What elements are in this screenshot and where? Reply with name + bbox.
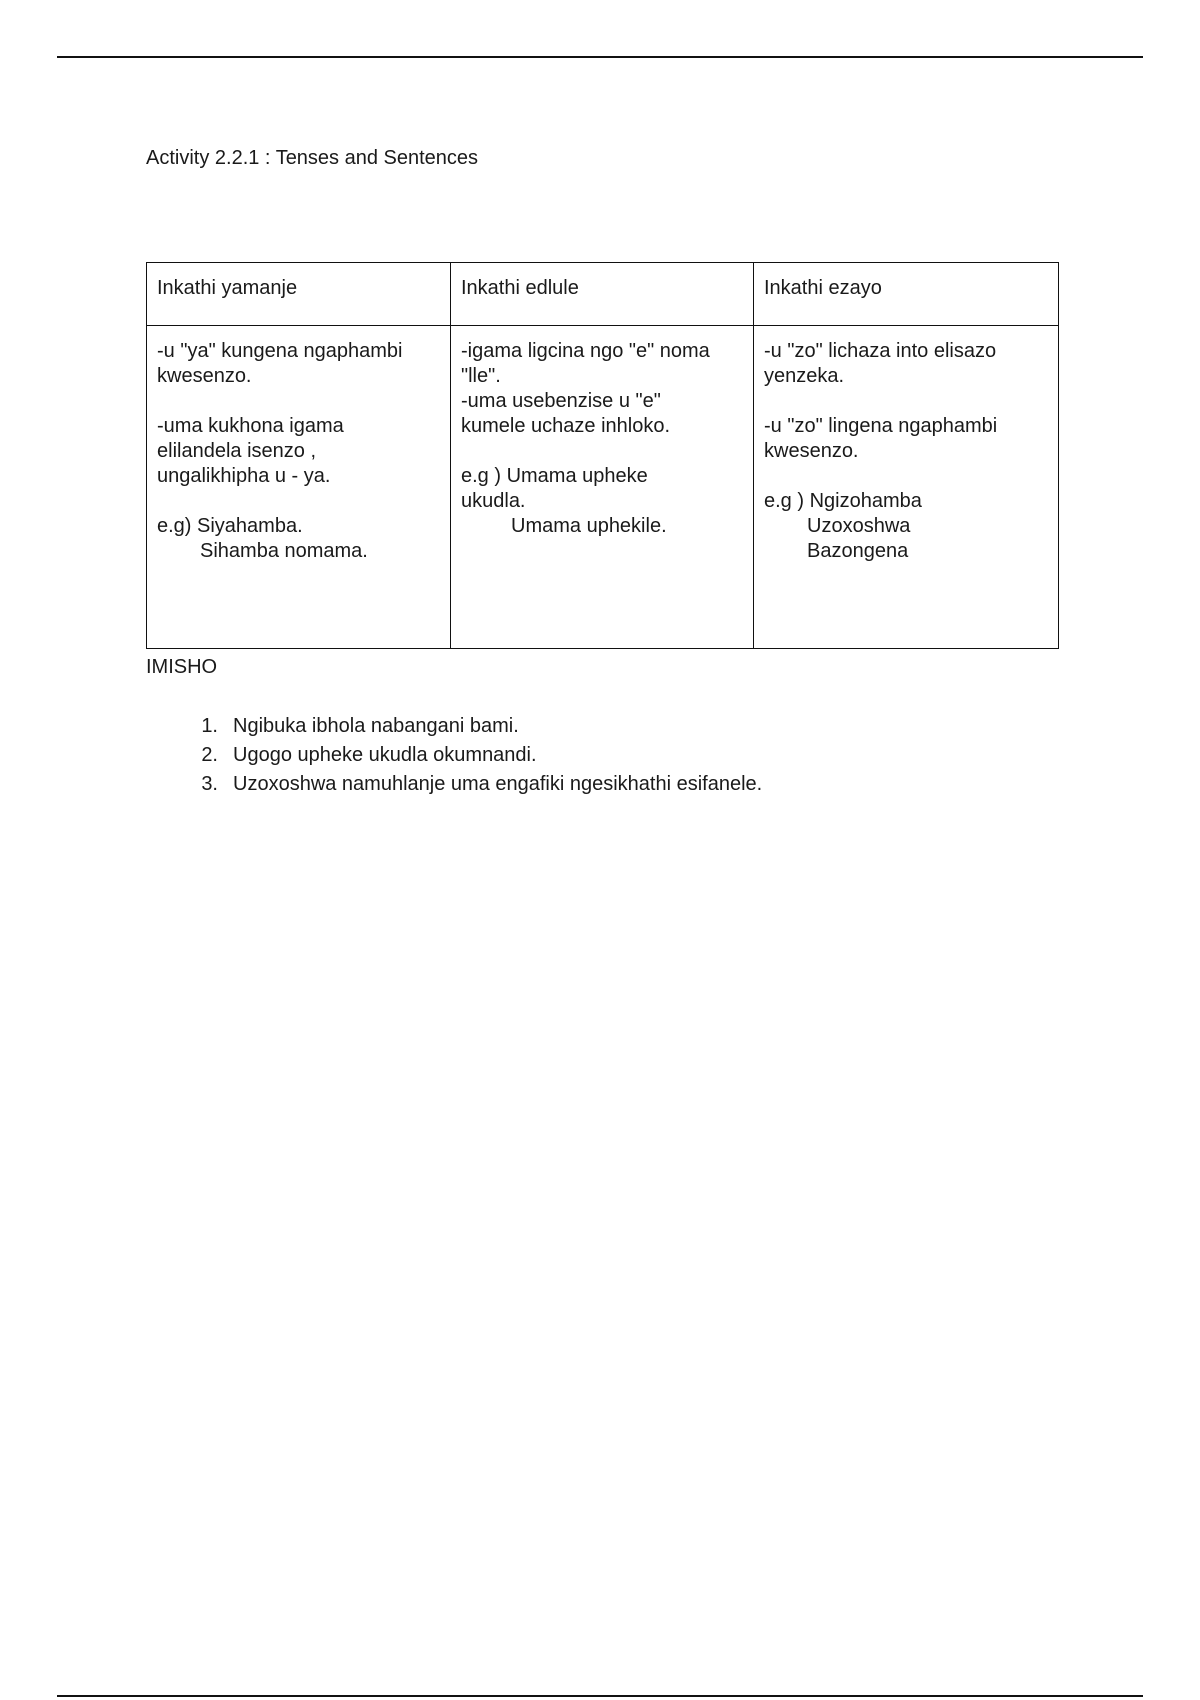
example-line: e.g ) Ngizohamba (764, 490, 922, 512)
cell-gap (764, 389, 1048, 414)
example-line: ukudla. (461, 490, 526, 512)
example-line: Umama uphekile. (511, 515, 667, 537)
cell-line: -u "zo" lichaza into elisazo (764, 340, 997, 362)
list-item-text: Uzoxoshwa namuhlanje uma engafiki ngesikhathi esifanele. (233, 773, 763, 795)
list-item (146, 714, 762, 739)
cell-line: elilandela isenzo , (157, 440, 316, 462)
list-item-text: Ngibuka ibhola nabangani bami. (233, 715, 519, 737)
cell-line: yenzeka. (764, 365, 845, 387)
table-body-row (147, 326, 1059, 649)
cell-line: ungalikhipha u - ya. (157, 465, 331, 487)
cell-line: -u "ya" kungena ngaphambi (157, 340, 403, 362)
table-header-row (147, 263, 1059, 326)
example-line: Sihamba nomama. (200, 540, 368, 562)
sentences-heading: IMISHO (146, 656, 218, 678)
header-present-tense: Inkathi yamanje (147, 263, 451, 326)
example-line: e.g) Siyahamba. (157, 515, 303, 537)
example-line: Uzoxoshwa (807, 515, 911, 537)
activity-title: Activity 2.2.1 : Tenses and Sentences (146, 147, 479, 169)
list-item-number: 1. (201, 715, 218, 737)
example-line: Bazongena (807, 540, 909, 562)
present-tense-cell (147, 326, 451, 649)
bottom-rule (57, 1695, 1143, 1697)
cell-gap (461, 439, 743, 464)
top-rule (57, 56, 1143, 58)
future-tense-cell (754, 326, 1059, 649)
cell-line: -u "zo" lingena ngaphambi (764, 415, 998, 437)
example-line: e.g ) Umama upheke (461, 465, 648, 487)
tenses-table (146, 262, 1059, 649)
list-item-number: 3. (201, 773, 218, 795)
list-item (146, 743, 762, 768)
list-item-text: Ugogo upheke ukudla okumnandi. (233, 744, 537, 766)
cell-line: kwesenzo. (764, 440, 859, 462)
cell-line: "lle". (461, 365, 501, 387)
past-tense-cell (451, 326, 754, 649)
list-item (146, 772, 762, 797)
cell-line: kwesenzo. (157, 365, 252, 387)
cell-gap (764, 464, 1048, 489)
cell-line: -igama ligcina ngo "e" noma (461, 340, 710, 362)
cell-gap (157, 489, 440, 514)
list-item-number: 2. (201, 744, 218, 766)
cell-gap (157, 389, 440, 414)
cell-line: kumele uchaze inhloko. (461, 415, 671, 437)
header-past-tense: Inkathi edlule (451, 263, 754, 326)
header-future-tense: Inkathi ezayo (754, 263, 1059, 326)
sentences-list (146, 714, 762, 801)
cell-line: -uma usebenzise u "e" (461, 390, 661, 412)
cell-line: -uma kukhona igama (157, 415, 344, 437)
